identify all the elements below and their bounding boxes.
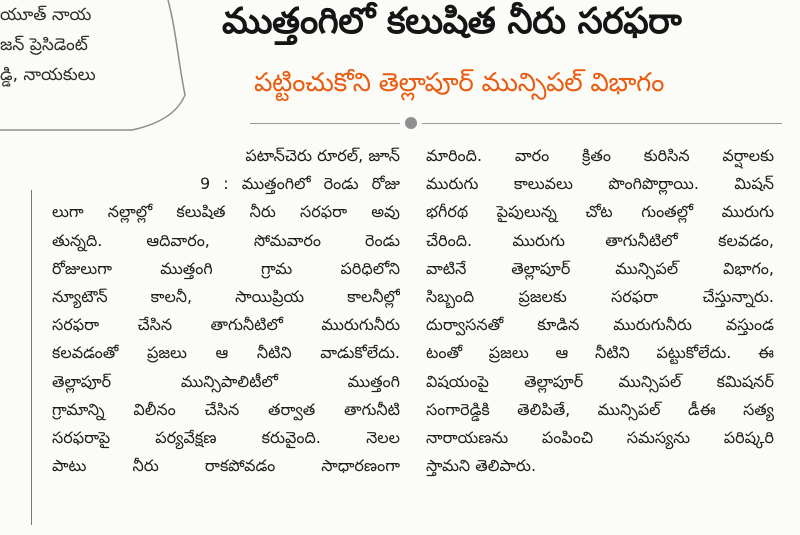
column-separator bbox=[31, 190, 32, 525]
body-line: సరఫరాపై పర్యవేక్షణ కరువైంది. నెలల bbox=[52, 428, 400, 448]
previous-article-line: డ్డి, నాయకులు bbox=[0, 65, 96, 85]
previous-article-line: జన్ ప్రెసిడెంట్ bbox=[0, 35, 88, 55]
previous-article-line: యూత్ నాయ bbox=[0, 5, 92, 25]
divider-rule-left bbox=[250, 123, 400, 124]
body-line: విషయంపై తెల్లాపూర్ మున్సిపల్ కమిషనర్ bbox=[426, 371, 774, 391]
body-line: పాటు నీరు రాకపోవడం సాధారణంగా bbox=[52, 456, 400, 476]
body-line: మారింది. వారం క్రితం కురిసిన వర్షాలకు bbox=[426, 146, 774, 165]
body-line: తున్నది. ఆదివారం, సోమవారం రెండు bbox=[52, 230, 400, 250]
body-line: చేరింది. మురుగు తాగునీటిలో కలవడం, bbox=[426, 230, 774, 250]
body-line: లుగా నల్లాల్లో కలుషిత నీరు సరఫరా అవు bbox=[52, 202, 400, 222]
previous-article-bracket bbox=[0, 0, 200, 150]
body-line: స్తామని తెలిపారు. bbox=[426, 456, 537, 476]
body-line: కలవడంతో ప్రజలు ఆ నీటిని వాడుకోలేదు. bbox=[52, 343, 400, 363]
body-line: భగీరథ పైపులున్న చోట గుంతల్లో మురుగు bbox=[426, 202, 774, 222]
body-line: గ్రామాన్ని విలీనం చేసిన తర్వాత తాగునీటి bbox=[52, 399, 400, 419]
body-line: టంతో ప్రజలు ఆ నీటిని పట్టుకోలేదు. ఈ bbox=[426, 343, 774, 363]
article-headline: ముత్తంగిలో కలుషిత నీరు సరఫరా bbox=[222, 1, 682, 42]
divider-dot bbox=[405, 117, 417, 129]
body-line: న్యూటౌన్ కాలనీ, సాయిప్రియ కాలనీల్లో bbox=[52, 287, 400, 307]
dateline: పటాన్‌చెరు రూరల్, జూన్ bbox=[245, 146, 400, 165]
body-line: నారాయణను పంపించి సమస్యను పరిష్కరి bbox=[426, 428, 774, 448]
body-line: రోజులుగా ముత్తంగి గ్రామ పరిధిలోని bbox=[52, 258, 400, 278]
article-column-2 bbox=[426, 142, 774, 480]
divider-rule-right bbox=[422, 123, 782, 124]
body-line: వాటినే తెల్లాపూర్ మున్సిపల్ విభాగం, bbox=[426, 258, 774, 278]
article-subheadline: పట్టించుకోని తెల్లాపూర్ మున్సిపల్ విభాగం bbox=[254, 68, 665, 98]
body-line: దుర్వాసనతో కూడిన మురుగునీరు వస్తుండ bbox=[426, 315, 774, 335]
body-line: 9 : ముత్తంగిలో రెండు రోజు bbox=[200, 174, 400, 194]
article-column-1 bbox=[52, 142, 400, 480]
body-line: తెల్లాపూర్ మున్సిపాలిటీలో ముత్తంగి bbox=[52, 371, 400, 391]
body-line: సంగారెడ్డికి తెలిపితే, మున్సిపల్ డీఈ సత్య bbox=[426, 399, 774, 419]
body-line: మురుగు కాలువలు పొంగిపొర్లాయి. మిషన్ bbox=[426, 174, 774, 194]
body-line: సిబ్బంది ప్రజలకు సరఫరా చేస్తున్నారు. bbox=[426, 287, 774, 307]
body-line: సరఫరా చేసిన తాగునీటిలో మురుగునీరు bbox=[52, 315, 400, 335]
